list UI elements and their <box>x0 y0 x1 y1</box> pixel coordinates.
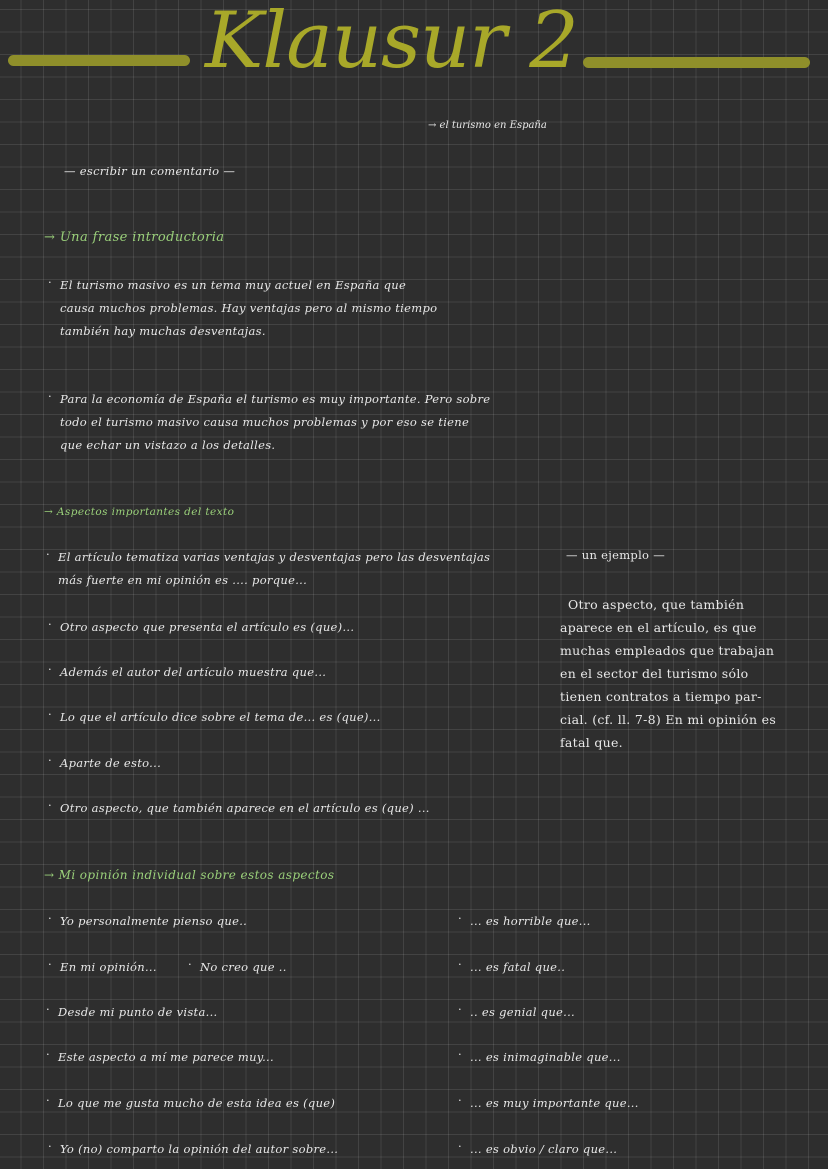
aspect-item: · Otro aspecto, que también aparece en el artículo es (que) ... <box>60 797 430 820</box>
opinion-phrase: · Desde mi punto de vista... <box>58 1001 218 1024</box>
opinion-phrase-right: · ... es horrible que... <box>470 910 591 933</box>
opinion-phrase-extra: · No creo que .. <box>200 956 287 979</box>
example-text: Otro aspecto, que también aparece en el artículo, es que muchas empleados que trabajan en el sector del turismo sólo tienen contratos a tiempo par- cial. (cf. ll. 7-8) En mi opinión es fatal que. <box>560 597 777 750</box>
opinion-phrase: · En mi opinión... <box>60 956 157 979</box>
heading-opinion: → Mi opinión individual sobre estos aspectos <box>44 868 335 882</box>
aspect-item: · Aparte de esto... <box>60 752 161 775</box>
topic-subtitle: → el turismo en España <box>428 120 547 131</box>
task-line: — escribir un comentario — <box>64 164 236 178</box>
opinion-phrase: · Yo personalmente pienso que.. <box>60 910 247 933</box>
opinion-phrase-right: · ... es muy importante que... <box>470 1092 639 1115</box>
title-underline-right <box>583 57 810 68</box>
aspect-item: · Otro aspecto que presenta el artículo es (que)... <box>60 616 354 639</box>
opinion-phrase-right: · .. es genial que... <box>470 1001 575 1024</box>
title-underline-left <box>8 55 190 66</box>
opinion-phrase-right: · ... es fatal que.. <box>470 956 565 979</box>
heading-intro: → Una frase introductoria <box>44 230 225 245</box>
opinion-phrase: · Lo que me gusta mucho de esta idea es (que) <box>58 1092 335 1115</box>
page-title: Klausur 2 <box>205 0 578 86</box>
aspect-item: · Lo que el artículo dice sobre el tema de... es (que)... <box>60 706 381 729</box>
example-heading: — un ejemplo — <box>566 548 666 562</box>
opinion-phrase-right: · ... es obvio / claro que... <box>470 1138 617 1161</box>
opinion-phrase: · Yo (no) comparto la opinión del autor sobre... <box>60 1138 338 1161</box>
opinion-phrase-right: · ... es inimaginable que... <box>470 1046 621 1069</box>
heading-aspects: → Aspectos importantes del texto <box>44 506 235 518</box>
intro-paragraph-1: · El turismo masivo es un tema muy actuel en España que causa muchos problemas. Hay ventajas pero al mismo tiempo también hay muchas desventajas. <box>60 274 437 343</box>
aspect-item: · Además el autor del artículo muestra que... <box>60 661 326 684</box>
intro-paragraph-2: · Para la economía de España el turismo es muy importante. Pero sobre todo el turismo masivo causa muchos problemas y por eso se tiene que echar un vistazo a los detalles. <box>60 388 490 457</box>
aspect-item: · El artículo tematiza varias ventajas y desventajas pero las desventajas más fuerte en mi opinión es .... porque... <box>58 546 490 592</box>
opinion-phrase: · Este aspecto a mí me parece muy... <box>58 1046 274 1069</box>
